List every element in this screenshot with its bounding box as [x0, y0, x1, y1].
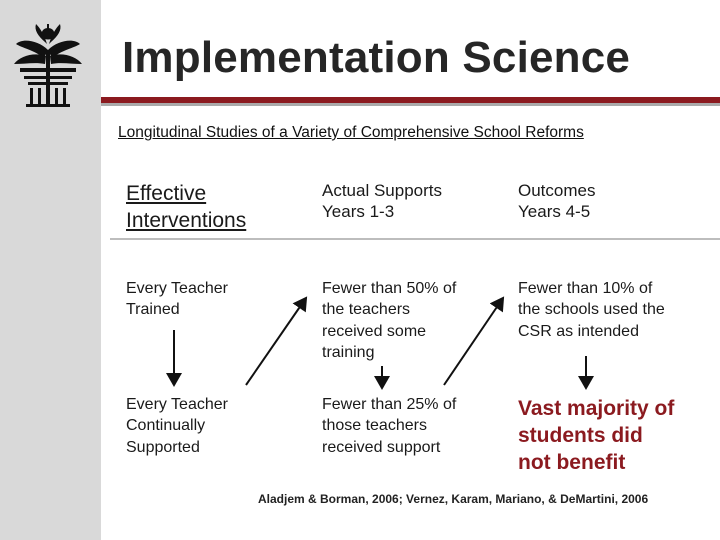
slide-subtitle: Longitudinal Studies of a Variety of Comprehensive School Reforms: [118, 124, 584, 141]
arrow-diagonal-col2-to-col3: [444, 298, 503, 385]
header-actual-supports: Actual Supports Years 1-3: [322, 181, 443, 221]
slide-title: Implementation Science: [122, 33, 631, 82]
row1-support: Fewer than 50% of the teachers received some training: [322, 280, 457, 361]
citation: Aladjem & Borman, 2006; Vernez, Karam, Mariano, & DeMartini, 2006: [258, 492, 649, 506]
arrow-diagonal-col1-to-col2: [246, 298, 306, 385]
row2-intervention: Every Teacher Continually Supported: [126, 396, 228, 456]
row2-support: Fewer than 25% of those teachers received support: [322, 396, 457, 456]
header-effective-interventions: Effective Interventions: [126, 182, 247, 233]
header-outcomes: Outcomes Years 4-5: [518, 181, 596, 221]
row2-outcome-highlight: Vast majority of students did not benefit: [518, 397, 675, 474]
row1-outcome: Fewer than 10% of the schools used the CSR as intended: [518, 280, 665, 340]
row1-intervention: Every Teacher Trained: [126, 280, 228, 319]
